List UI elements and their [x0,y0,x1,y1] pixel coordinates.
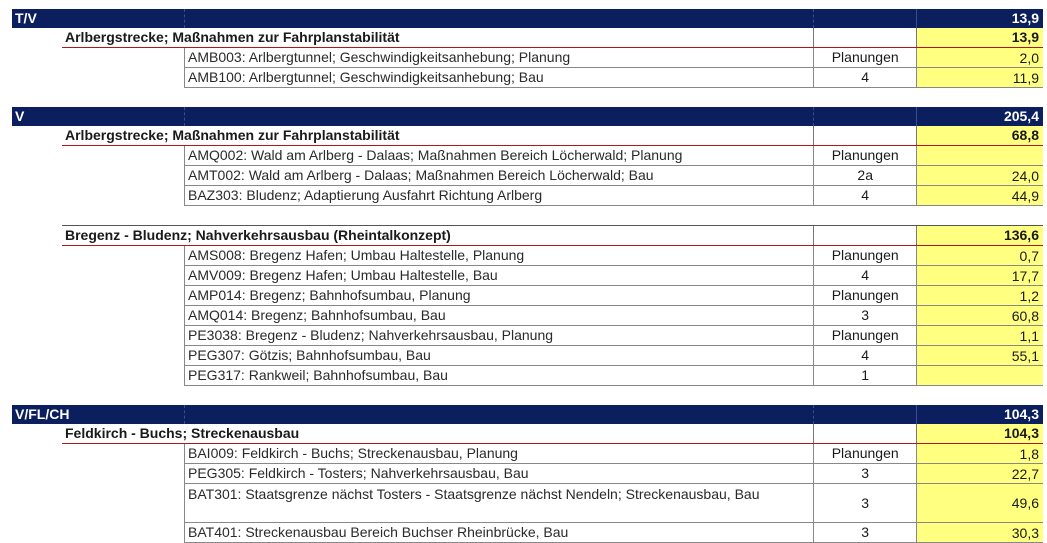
item-description: AMV009: Bregenz Hafen; Umbau Haltestelle, Bau [184,266,813,285]
item-description: AMT002: Wald am Arlberg - Dalaas; Maßnahmen Bereich Löcherwald; Bau [184,166,813,185]
item-status: Planungen [813,246,916,265]
item-description: AMB003: Arlbergtunnel; Geschwindigkeitsanhebung; Planung [184,48,813,67]
item-status: Planungen [813,48,916,67]
project-row[interactable] [62,424,1043,444]
table-row[interactable] [184,366,1043,386]
item-description: BAZ303: Bludenz; Adaptierung Ausfahrt Richtung Arlberg [184,186,813,205]
item-amount: 49,6 [916,484,1043,522]
region-spacer [184,9,814,28]
item-description: BAI009: Feldkirch - Buchs; Streckenausbau, Planung [184,444,813,463]
project-title: Feldkirch - Buchs; Streckenausbau [65,425,300,441]
item-amount: 1,8 [916,444,1043,463]
item-description: AMQ002: Wald am Arlberg - Dalaas; Maßnahmen Bereich Löcherwald; Planung [184,146,813,165]
item-amount: 0,7 [916,246,1043,265]
region-header-row[interactable] [12,107,1043,126]
item-amount: 17,7 [916,266,1043,285]
item-status: Planungen [813,286,916,305]
region-label: T/V [15,10,37,26]
item-amount: 1,2 [916,286,1043,305]
item-amount: 30,3 [916,523,1043,542]
item-description: PE3038: Bregenz - Bludenz; Nahverkehrsausbau, Planung [184,326,813,345]
table-row[interactable] [184,306,1043,326]
table-row[interactable] [184,326,1043,346]
project-total: 136,6 [916,226,1043,245]
region-spacer [184,405,814,424]
region-header-row[interactable] [12,9,1043,28]
item-amount: 22,7 [916,464,1043,483]
item-status: 4 [813,186,916,205]
table-row[interactable] [184,484,1043,523]
table-row[interactable] [184,286,1043,306]
region-total: 13,9 [916,9,1043,28]
item-status: Planungen [813,326,916,345]
project-status-cell [813,424,916,443]
region-spacer [813,405,916,424]
table-row[interactable] [184,146,1043,166]
item-description: AMP014: Bregenz; Bahnhofsumbau, Planung [184,286,813,305]
item-status: 3 [813,306,916,325]
item-status: Planungen [813,146,916,165]
region-total: 205,4 [916,107,1043,126]
table-row[interactable] [184,464,1043,484]
spreadsheet-table [12,9,1043,543]
item-description: AMQ014: Bregenz; Bahnhofsumbau, Bau [184,306,813,325]
item-amount: 11,9 [916,68,1043,87]
item-amount: 24,0 [916,166,1043,185]
table-row[interactable] [184,246,1043,266]
project-status-cell [813,28,916,47]
item-amount: 60,8 [916,306,1043,325]
item-description: PEG307: Götzis; Bahnhofsumbau, Bau [184,346,813,365]
item-amount: 2,0 [916,48,1043,67]
project-row[interactable] [62,225,1043,246]
project-total: 104,3 [916,424,1043,443]
table-row[interactable] [184,166,1043,186]
item-amount: 1,1 [916,326,1043,345]
project-status-cell [813,126,916,145]
item-description: AMB100: Arlbergtunnel; Geschwindigkeitsanhebung; Bau [184,68,813,87]
project-row[interactable] [62,126,1043,146]
spacer-row [12,88,1043,107]
spacer-row [12,206,1043,225]
table-row[interactable] [184,346,1043,366]
item-status: 3 [813,523,916,542]
table-row[interactable] [184,266,1043,286]
project-total: 68,8 [916,126,1043,145]
table-row[interactable] [184,48,1043,68]
item-status: 4 [813,346,916,365]
project-total: 13,9 [916,28,1043,47]
item-status: 2a [813,166,916,185]
project-title: Arlbergstrecke; Maßnahmen zur Fahrplanstabilität [65,127,400,143]
region-spacer [184,107,814,126]
table-row[interactable] [184,186,1043,206]
project-title: Bregenz - Bludenz; Nahverkehrsausbau (Rheintalkonzept) [65,227,451,243]
item-description: BAT401: Streckenausbau Bereich Buchser Rheinbrücke, Bau [184,523,813,542]
item-description: AMS008: Bregenz Hafen; Umbau Haltestelle, Planung [184,246,813,265]
item-amount [916,366,1043,385]
item-status: 3 [813,464,916,483]
item-description: BAT301: Staatsgrenze nächst Tosters - Staatsgrenze nächst Nendeln; Streckenausbau, Bau [184,484,813,522]
item-description: PEG305: Feldkirch - Tosters; Nahverkehrsausbau, Bau [184,464,813,483]
item-status: 1 [813,366,916,385]
table-row[interactable] [184,68,1043,88]
item-amount: 55,1 [916,346,1043,365]
item-status: 4 [813,266,916,285]
project-title: Arlbergstrecke; Maßnahmen zur Fahrplanstabilität [65,29,400,45]
project-row[interactable] [62,28,1043,48]
spacer-row [12,386,1043,405]
item-description: PEG317: Rankweil; Bahnhofsumbau, Bau [184,366,813,385]
region-header-row[interactable] [12,405,1043,424]
region-label: V [15,108,25,124]
item-status: 4 [813,68,916,87]
project-status-cell [813,226,916,245]
region-label: V/FL/CH [15,406,70,422]
item-status: 3 [813,484,916,522]
table-row[interactable] [184,523,1043,543]
table-row[interactable] [184,444,1043,464]
item-status: Planungen [813,444,916,463]
region-spacer [813,9,916,28]
region-spacer [813,107,916,126]
region-total: 104,3 [916,405,1043,424]
item-amount [916,146,1043,165]
item-amount: 44,9 [916,186,1043,205]
